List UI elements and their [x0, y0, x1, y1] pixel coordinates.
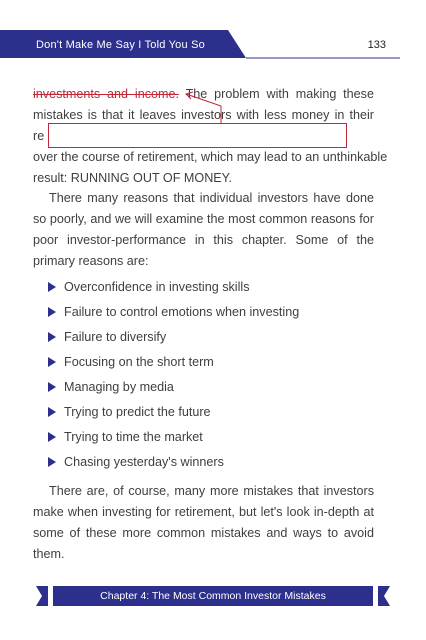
line-3-start: re: [33, 129, 45, 143]
footer-left-chevron-icon: [36, 586, 48, 606]
line-1-rest: The problem with making these: [179, 87, 374, 101]
list-item: [48, 299, 368, 324]
list-item-text: Trying to predict the future: [64, 404, 211, 419]
header-band: [0, 0, 426, 62]
footer-right-chevron-icon: [378, 586, 390, 606]
list-item-text: Overconfidence in investing skills: [64, 279, 250, 294]
list-item: [48, 399, 368, 424]
redaction-box[interactable]: [48, 123, 347, 148]
paragraph-1-line-5: result: RUNNING OUT OF MONEY.: [33, 171, 232, 185]
list-item-text: Chasing yesterday's winners: [64, 454, 224, 469]
triangle-bullet-icon: [48, 382, 56, 392]
list-item-text: Trying to time the market: [64, 429, 203, 444]
triangle-bullet-icon: [48, 432, 56, 442]
struck-text: investments and income.: [33, 87, 179, 101]
footer-chapter-title: Chapter 4: The Most Common Investor Mistakes: [100, 590, 326, 602]
list-item: [48, 349, 368, 374]
paragraph-1-line-4: over the course of retirement, which may lead to an unthinkable: [33, 150, 388, 164]
paragraph-2: There many reasons that individual investors have done so poorly, and we will examine the most common reasons for poor investor-performance in this chapter. Some of the primary reasons are:: [33, 191, 374, 268]
bullet-list: [48, 274, 368, 474]
header-shape: [0, 0, 426, 62]
triangle-bullet-icon: [48, 357, 56, 367]
triangle-bullet-icon: [48, 407, 56, 417]
paragraph-3: There are, of course, many more mistakes that investors make when investing for retirement, but let's look in-depth at some of these more common mistakes and ways to avoid them.: [33, 484, 374, 561]
page-number: 133: [367, 39, 386, 51]
list-item: [48, 324, 368, 349]
list-item-text: Focusing on the short term: [64, 354, 214, 369]
paragraph-1-line-2: mistakes is that it leaves investors with less money in their: [33, 108, 374, 122]
running-header-title: Don't Make Me Say I Told You So: [36, 39, 205, 51]
list-item: [48, 374, 368, 399]
triangle-bullet-icon: [48, 457, 56, 467]
triangle-bullet-icon: [48, 282, 56, 292]
triangle-bullet-icon: [48, 332, 56, 342]
list-item-text: Managing by media: [64, 379, 174, 394]
triangle-bullet-icon: [48, 307, 56, 317]
list-item: [48, 274, 368, 299]
list-item: [48, 449, 368, 474]
list-item-text: Failure to diversify: [64, 329, 167, 344]
list-item: [48, 424, 368, 449]
paragraph-1-line-1: [33, 84, 374, 105]
list-item-text: Failure to control emotions when investing: [64, 304, 300, 319]
